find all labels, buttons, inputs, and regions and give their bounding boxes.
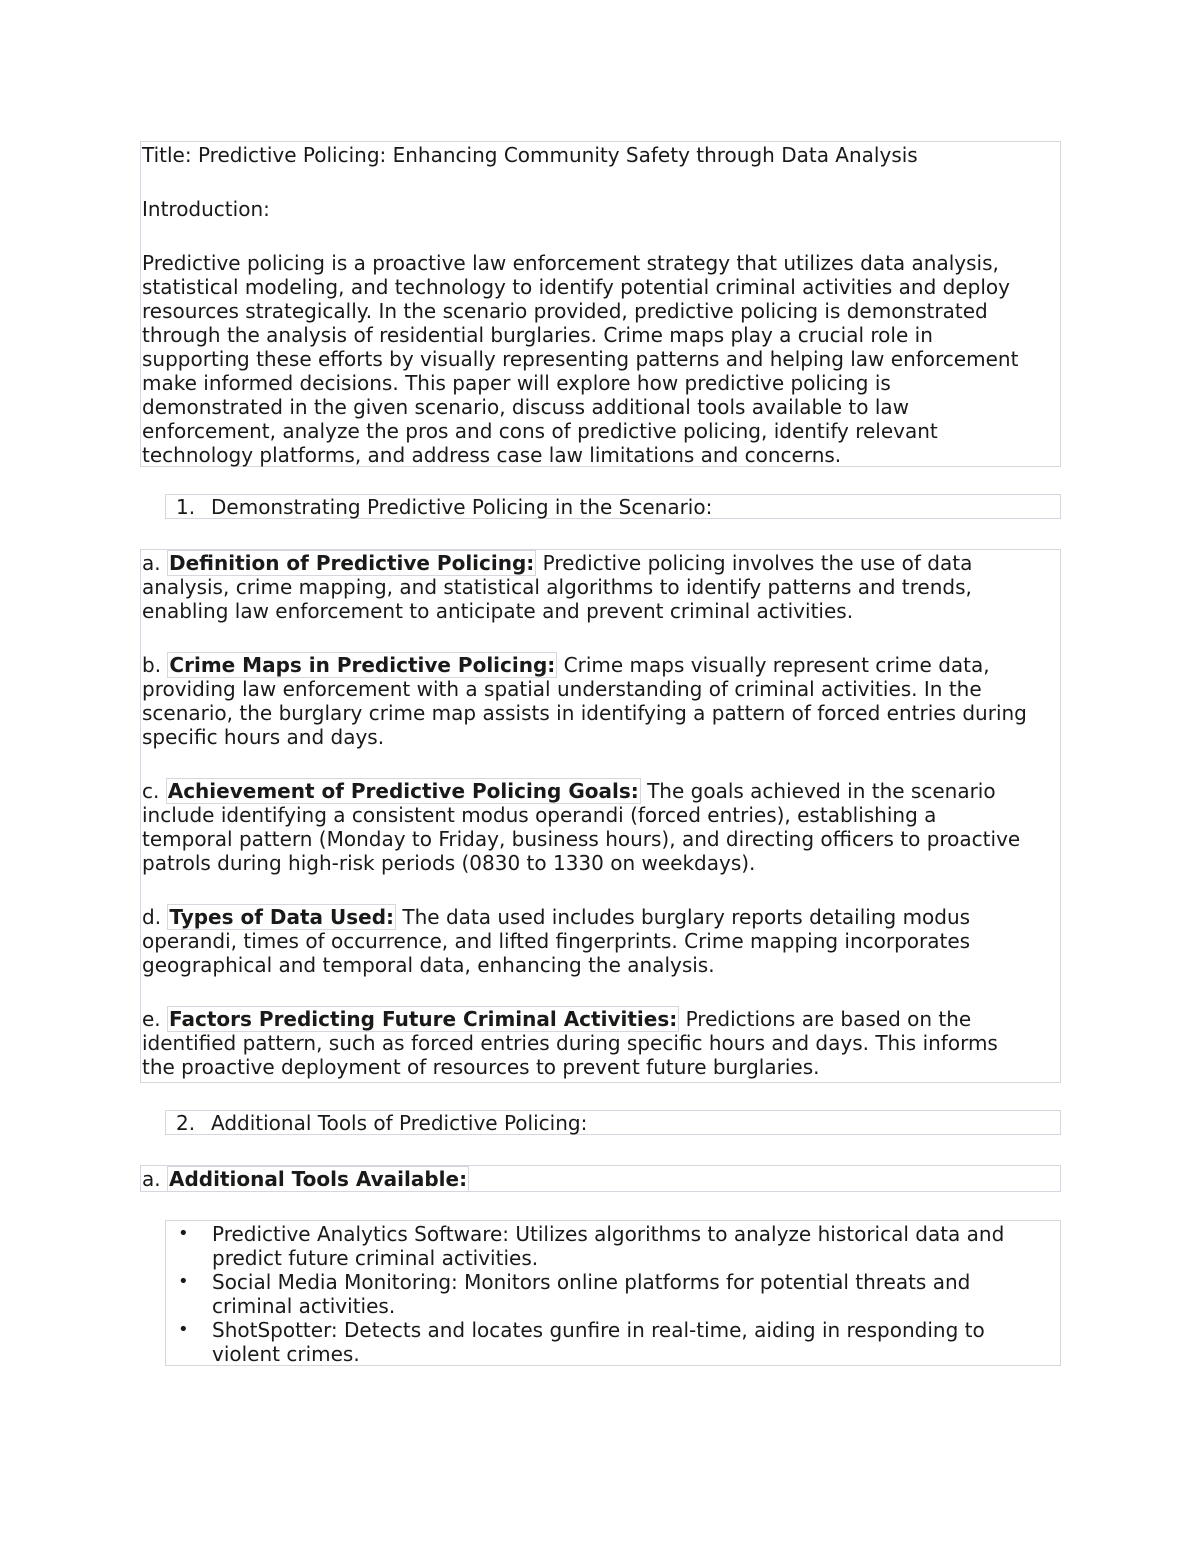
- item-line: The data used includes burglary reports detailing modus: [396, 905, 971, 929]
- item-line: analysis, crime mapping, and statistical algorithms to identify patterns and trends,: [142, 575, 972, 599]
- item-data-types: [142, 905, 1058, 977]
- item-line: Crime maps visually represent crime data,: [557, 653, 990, 677]
- item-line: operandi, times of occurrence, and lifted fingerprints. Crime mapping incorporates: [142, 929, 971, 953]
- list-item: [167, 1318, 1058, 1366]
- list-item: [167, 1270, 1058, 1318]
- item-line: scenario, the burglary crime map assists in identifying a pattern of forced entries during: [142, 701, 1027, 725]
- section-heading-1: [165, 494, 1061, 519]
- section-1-items: [140, 549, 1061, 1083]
- item-term: Achievement of Predictive Policing Goals:: [167, 779, 639, 803]
- subsection-heading: [140, 1165, 1061, 1192]
- introduction-paragraph: [142, 251, 1058, 467]
- item-line: temporal pattern (Monday to Friday, business hours), and directing officers to proactive: [142, 827, 1021, 851]
- item-line: providing law enforcement with a spatial understanding of criminal activities. In the: [142, 677, 982, 701]
- item-letter: d.: [142, 905, 162, 929]
- bullet-icon: •: [178, 1271, 189, 1292]
- section-number: 2.: [176, 1111, 196, 1135]
- item-letter: a.: [142, 1167, 161, 1191]
- intro-line: demonstrated in the given scenario, discuss additional tools available to law: [142, 395, 910, 419]
- list-item-line: violent crimes.: [212, 1342, 360, 1366]
- intro-line: technology platforms, and address case law limitations and concerns.: [142, 443, 842, 467]
- list-item-line: criminal activities.: [212, 1294, 396, 1318]
- item-letter: b.: [142, 653, 162, 677]
- intro-line: supporting these efforts by visually representing patterns and helping law enforcement: [142, 347, 1019, 371]
- item-term: Definition of Predictive Policing:: [168, 551, 535, 575]
- intro-section: [140, 141, 1061, 467]
- intro-line: enforcement, analyze the pros and cons of predictive policing, identify relevant: [142, 419, 938, 443]
- item-line: specific hours and days.: [142, 725, 385, 749]
- item-definition: [142, 551, 1058, 623]
- item-line: geographical and temporal data, enhancing the analysis.: [142, 953, 715, 977]
- item-factors: [142, 1007, 1058, 1079]
- intro-line: resources strategically. In the scenario provided, predictive policing is demonstrated: [142, 299, 988, 323]
- item-crime-maps: [142, 653, 1058, 749]
- bullet-icon: •: [178, 1319, 189, 1340]
- list-item-line: ShotSpotter: Detects and locates gunfire in real-time, aiding in responding to: [212, 1318, 985, 1342]
- item-line: identified pattern, such as forced entries during specific hours and days. This informs: [142, 1031, 998, 1055]
- bullet-icon: •: [178, 1223, 189, 1244]
- document-title: Title: Predictive Policing: Enhancing Community Safety through Data Analysis: [142, 143, 918, 167]
- item-line: Predictions are based on the: [679, 1007, 972, 1031]
- section-heading-text: Demonstrating Predictive Policing in the Scenario:: [211, 495, 713, 519]
- item-line: enabling law enforcement to anticipate and prevent criminal activities.: [142, 599, 854, 623]
- item-line: include identifying a consistent modus operandi (forced entries), establishing a: [142, 803, 937, 827]
- item-line: the proactive deployment of resources to prevent future burglaries.: [142, 1055, 820, 1079]
- section-number: 1.: [176, 495, 196, 519]
- item-term: Types of Data Used:: [169, 905, 395, 929]
- section-heading-2: [165, 1110, 1061, 1135]
- item-line: Predictive policing involves the use of data: [536, 551, 973, 575]
- intro-line: statistical modeling, and technology to identify potential criminal activities and deploy: [142, 275, 1010, 299]
- item-letter: c.: [142, 779, 160, 803]
- list-item-line: Predictive Analytics Software: Utilizes algorithms to analyze historical data and: [212, 1222, 1005, 1246]
- item-term: Crime Maps in Predictive Policing:: [169, 653, 556, 677]
- section-heading-text: Additional Tools of Predictive Policing:: [211, 1111, 588, 1135]
- tools-bullet-list: [165, 1220, 1061, 1366]
- item-letter: e.: [142, 1007, 161, 1031]
- intro-line: Predictive policing is a proactive law enforcement strategy that utilizes data analysis,: [142, 251, 999, 275]
- intro-line: make informed decisions. This paper will explore how predictive policing is: [142, 371, 891, 395]
- item-term: Additional Tools Available:: [168, 1167, 468, 1191]
- item-letter: a.: [142, 551, 161, 575]
- list-item-line: predict future criminal activities.: [212, 1246, 539, 1270]
- intro-line: through the analysis of residential burglaries. Crime maps play a crucial role in: [142, 323, 933, 347]
- list-item: [167, 1222, 1058, 1270]
- item-goals: [142, 779, 1058, 875]
- item-line: The goals achieved in the scenario: [640, 779, 996, 803]
- item-term: Factors Predicting Future Criminal Activities:: [169, 1007, 678, 1031]
- introduction-label: Introduction:: [142, 197, 270, 221]
- item-line: patrols during high-risk periods (0830 to 1330 on weekdays).: [142, 851, 756, 875]
- list-item-line: Social Media Monitoring: Monitors online platforms for potential threats and: [212, 1270, 971, 1294]
